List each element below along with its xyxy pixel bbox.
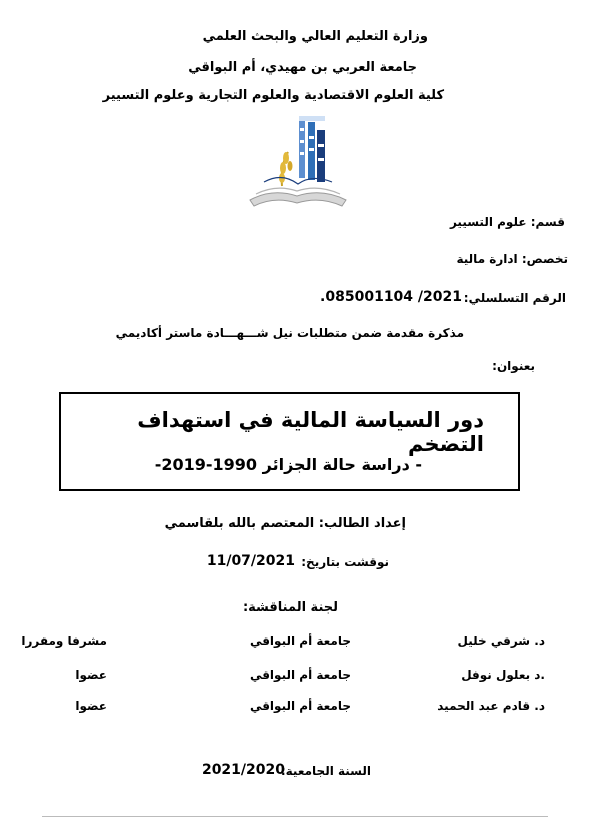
- jury-member-university: جامعة أم البواقي: [249, 634, 351, 648]
- bottom-divider: [42, 816, 548, 817]
- jury-member-university: جامعة أم البواقي: [249, 668, 351, 682]
- jury-member-university: جامعة أم البواقي: [249, 699, 351, 713]
- academic-year-value: 2021/2020: [201, 762, 285, 778]
- student-name: إعداد الطالب: المعتصم بالله بلقاسمي: [164, 516, 406, 531]
- university-name: جامعة العربي بن مهيدي، أم البواقي: [188, 60, 417, 75]
- serial-number-value: .085001104 /2021: [320, 289, 462, 305]
- jury-member-role: مشرفا ومقررا: [21, 634, 107, 648]
- university-logo-icon: [242, 108, 352, 213]
- department-field: قسم: علوم التسيير: [449, 215, 565, 229]
- jury-member-row: [30, 668, 545, 686]
- jury-member-name: .د بعلول نوفل: [461, 668, 545, 682]
- thesis-subtitle: - دراسة حالة الجزائر 1990-2019-: [154, 455, 422, 474]
- ministry-name: وزارة التعليم العالي والبحث العلمي: [202, 29, 428, 44]
- jury-member-name: د. شرقي خليل: [457, 634, 545, 648]
- thesis-statement: مذكرة مقدمة ضمن متطلبات نيل شـــهـــادة ماستر أكاديمي: [115, 326, 464, 340]
- thesis-title-box: [59, 392, 520, 491]
- serial-number-label: الرقم التسلسلي:: [463, 291, 566, 305]
- jury-label: لجنة المناقشة:: [242, 600, 338, 615]
- thesis-title: دور السياسة المالية في استهداف التضخم: [137, 408, 484, 456]
- jury-member-row: [30, 699, 545, 717]
- title-label: بعنوان:: [492, 359, 535, 373]
- defense-date-label: نوقشت بتاريخ:: [301, 555, 389, 569]
- jury-member-name: د. قادم عبد الحميد: [437, 699, 545, 713]
- jury-member-row: [21, 634, 545, 652]
- faculty-name: كلية العلوم الاقتصادية والعلوم التجارية وعلوم التسيير: [102, 88, 444, 103]
- specialty-field: تخصص: ادارة مالية: [456, 252, 568, 266]
- jury-member-role: عضوا: [75, 668, 107, 682]
- academic-year-label: السنة الجامعية:: [280, 764, 371, 778]
- jury-member-role: عضوا: [75, 699, 107, 713]
- defense-date-value: 11/07/2021: [206, 553, 295, 569]
